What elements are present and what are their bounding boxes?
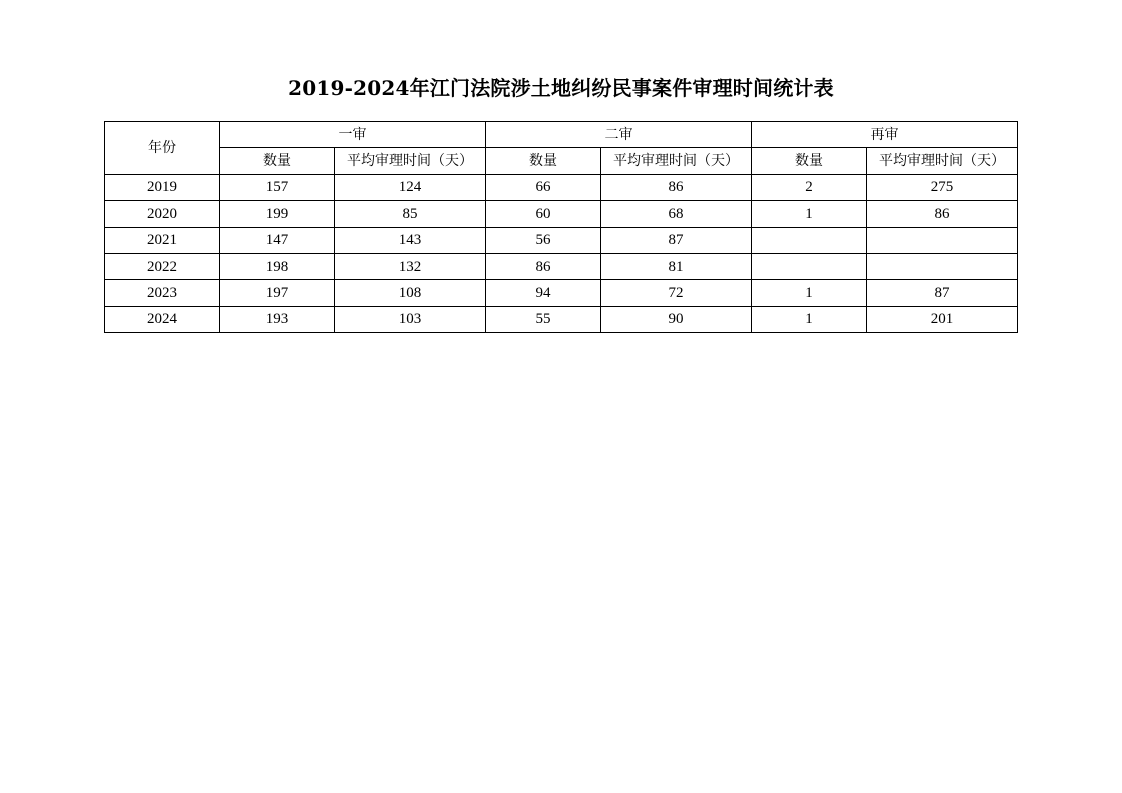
first-count-cell: 199 [220, 201, 335, 227]
header-row-columns [105, 148, 1018, 174]
second-count-cell: 94 [486, 280, 601, 306]
first-count-cell: 147 [220, 227, 335, 253]
retrial-count-cell: 2 [752, 174, 867, 200]
year-cell: 2023 [105, 280, 220, 306]
second-count-cell: 86 [486, 253, 601, 279]
retrial-avg-cell: 201 [867, 306, 1018, 332]
first-count-cell: 157 [220, 174, 335, 200]
first-count-cell: 198 [220, 253, 335, 279]
table-row [105, 253, 1018, 279]
second-avg-cell: 72 [601, 280, 752, 306]
header-row-groups [105, 122, 1018, 148]
retrial-count-cell [752, 253, 867, 279]
retrial-count-cell: 1 [752, 201, 867, 227]
first-count-cell: 197 [220, 280, 335, 306]
group-header-first-instance: 一审 [220, 122, 486, 148]
group-header-retrial: 再审 [752, 122, 1018, 148]
retrial-count-header: 数量 [752, 148, 867, 174]
second-avg-cell: 68 [601, 201, 752, 227]
second-count-header: 数量 [486, 148, 601, 174]
second-avg-cell: 90 [601, 306, 752, 332]
year-cell: 2021 [105, 227, 220, 253]
first-avg-cell: 103 [335, 306, 486, 332]
first-avg-cell: 108 [335, 280, 486, 306]
year-cell: 2022 [105, 253, 220, 279]
first-count-header: 数量 [220, 148, 335, 174]
group-header-second-instance: 二审 [486, 122, 752, 148]
first-count-cell: 193 [220, 306, 335, 332]
retrial-avg-cell [867, 227, 1018, 253]
first-avg-cell: 124 [335, 174, 486, 200]
year-cell: 2020 [105, 201, 220, 227]
first-avg-cell: 85 [335, 201, 486, 227]
retrial-avg-header: 平均审理时间（天） [867, 148, 1018, 174]
table-row [105, 280, 1018, 306]
table-row [105, 201, 1018, 227]
retrial-avg-cell: 275 [867, 174, 1018, 200]
retrial-count-cell: 1 [752, 280, 867, 306]
year-cell: 2019 [105, 174, 220, 200]
first-avg-cell: 143 [335, 227, 486, 253]
retrial-avg-cell [867, 253, 1018, 279]
second-avg-cell: 81 [601, 253, 752, 279]
second-avg-cell: 86 [601, 174, 752, 200]
second-avg-header: 平均审理时间（天） [601, 148, 752, 174]
year-cell: 2024 [105, 306, 220, 332]
second-count-cell: 55 [486, 306, 601, 332]
retrial-avg-cell: 86 [867, 201, 1018, 227]
table-row [105, 306, 1018, 332]
table-row [105, 174, 1018, 200]
table-row [105, 227, 1018, 253]
retrial-count-cell [752, 227, 867, 253]
retrial-avg-cell: 87 [867, 280, 1018, 306]
page-title: 2019-2024年江门法院涉土地纠纷民事案件审理时间统计表 [288, 76, 834, 100]
first-avg-cell: 132 [335, 253, 486, 279]
statistics-table [104, 121, 1018, 333]
first-avg-header: 平均审理时间（天） [335, 148, 486, 174]
retrial-count-cell: 1 [752, 306, 867, 332]
second-count-cell: 60 [486, 201, 601, 227]
second-count-cell: 56 [486, 227, 601, 253]
second-count-cell: 66 [486, 174, 601, 200]
second-avg-cell: 87 [601, 227, 752, 253]
year-header: 年份 [105, 122, 220, 175]
